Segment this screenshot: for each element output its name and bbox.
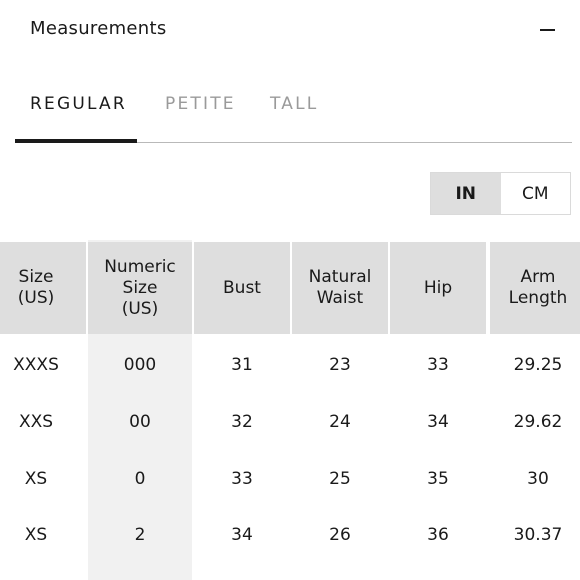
cell-natural-waist: 26 (329, 525, 351, 545)
table-header-row (0, 240, 580, 334)
cell-arm-length: 29.25 (513, 355, 563, 375)
fit-tabs (15, 88, 572, 144)
minus-icon[interactable] (540, 29, 555, 31)
cell-arm-length: 29.62 (513, 412, 563, 432)
column-header-natural-waist: Natural Waist (292, 242, 388, 334)
cell-bust: 31 (231, 355, 253, 375)
cell-size: XS (24, 469, 48, 489)
cell-bust: 32 (231, 412, 253, 432)
cell-arm-length: 30.37 (513, 525, 563, 545)
cell-natural-waist: 25 (329, 469, 351, 489)
section-title: Measurements (30, 18, 167, 39)
unit-cm-button[interactable]: CM (521, 183, 549, 204)
cell-numeric-size: 000 (123, 355, 157, 375)
unit-in-button[interactable]: IN (431, 173, 501, 214)
cell-natural-waist: 23 (329, 355, 351, 375)
column-header-hip: Hip (390, 242, 486, 334)
cell-hip: 34 (427, 412, 449, 432)
table-row (0, 507, 580, 563)
cell-natural-waist: 24 (329, 412, 351, 432)
tab-petite[interactable]: PETITE (165, 94, 236, 114)
measurements-table (0, 240, 580, 580)
column-header-arm-length: Arm Length (490, 242, 580, 334)
cell-hip: 36 (427, 525, 449, 545)
cell-numeric-size: 00 (129, 412, 151, 432)
tab-regular[interactable]: REGULAR (30, 94, 127, 114)
cell-size: XXS (18, 412, 54, 432)
tab-tall[interactable]: TALL (270, 94, 319, 114)
column-header-size: Size (US) (0, 242, 86, 334)
table-row (0, 337, 580, 393)
cell-bust: 34 (231, 525, 253, 545)
cell-arm-length: 30 (527, 469, 549, 489)
cell-hip: 35 (427, 469, 449, 489)
cell-size: XS (24, 525, 48, 545)
cell-hip: 33 (427, 355, 449, 375)
measurements-header[interactable] (0, 0, 580, 62)
unit-toggle (430, 172, 571, 215)
cell-numeric-size: 0 (134, 469, 146, 489)
table-row (0, 451, 580, 507)
column-header-numeric-size: Numeric Size (US) (88, 242, 192, 334)
table-row (0, 394, 580, 450)
cell-size: XXXS (13, 355, 59, 375)
cell-bust: 33 (231, 469, 253, 489)
active-tab-indicator (15, 139, 137, 143)
column-header-bust: Bust (194, 242, 290, 334)
cell-numeric-size: 2 (134, 525, 146, 545)
